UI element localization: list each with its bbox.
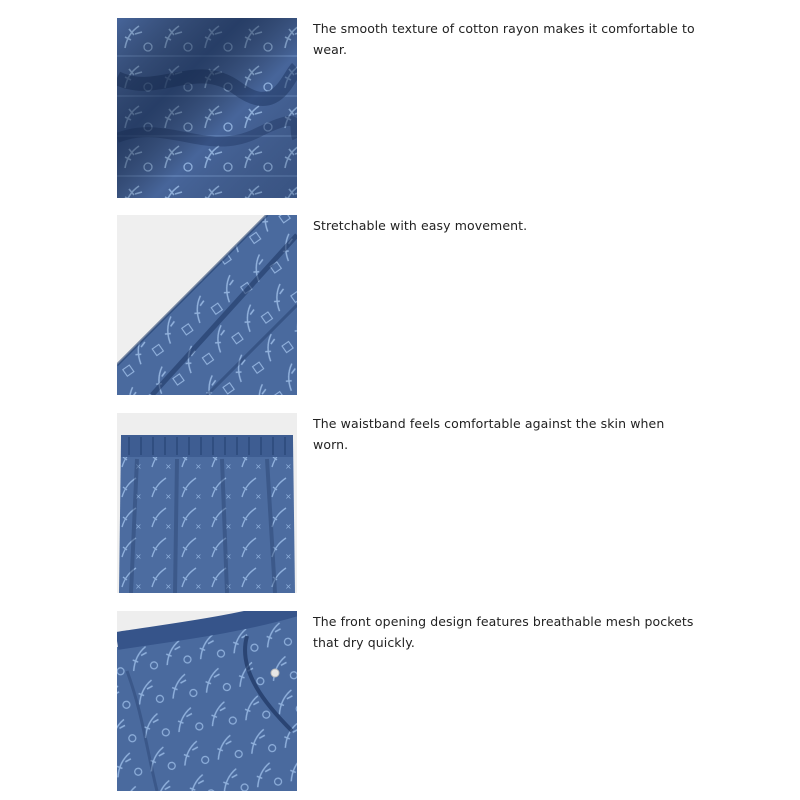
- waistband-image: [117, 413, 297, 593]
- feature-row: [117, 611, 717, 791]
- pocket-image: [117, 611, 297, 791]
- fabric-closeup-image: [117, 18, 297, 198]
- feature-caption: The front opening design features breathable mesh pockets that dry quickly.: [313, 614, 694, 650]
- feature-caption: Stretchable with easy movement.: [313, 218, 528, 233]
- feature-row: [117, 18, 717, 198]
- pocket-photo: [117, 611, 297, 791]
- waistband-photo: [117, 413, 297, 593]
- fabric-texture-photo: [117, 18, 297, 198]
- feature-row: [117, 413, 717, 593]
- folded-pants-image: [117, 215, 297, 395]
- feature-row: [117, 215, 717, 395]
- pants-folded-photo: [117, 215, 297, 395]
- feature-caption: The smooth texture of cotton rayon makes it comfortable to wear.: [313, 21, 695, 57]
- feature-caption: The waistband feels comfortable against the skin when worn.: [313, 416, 665, 452]
